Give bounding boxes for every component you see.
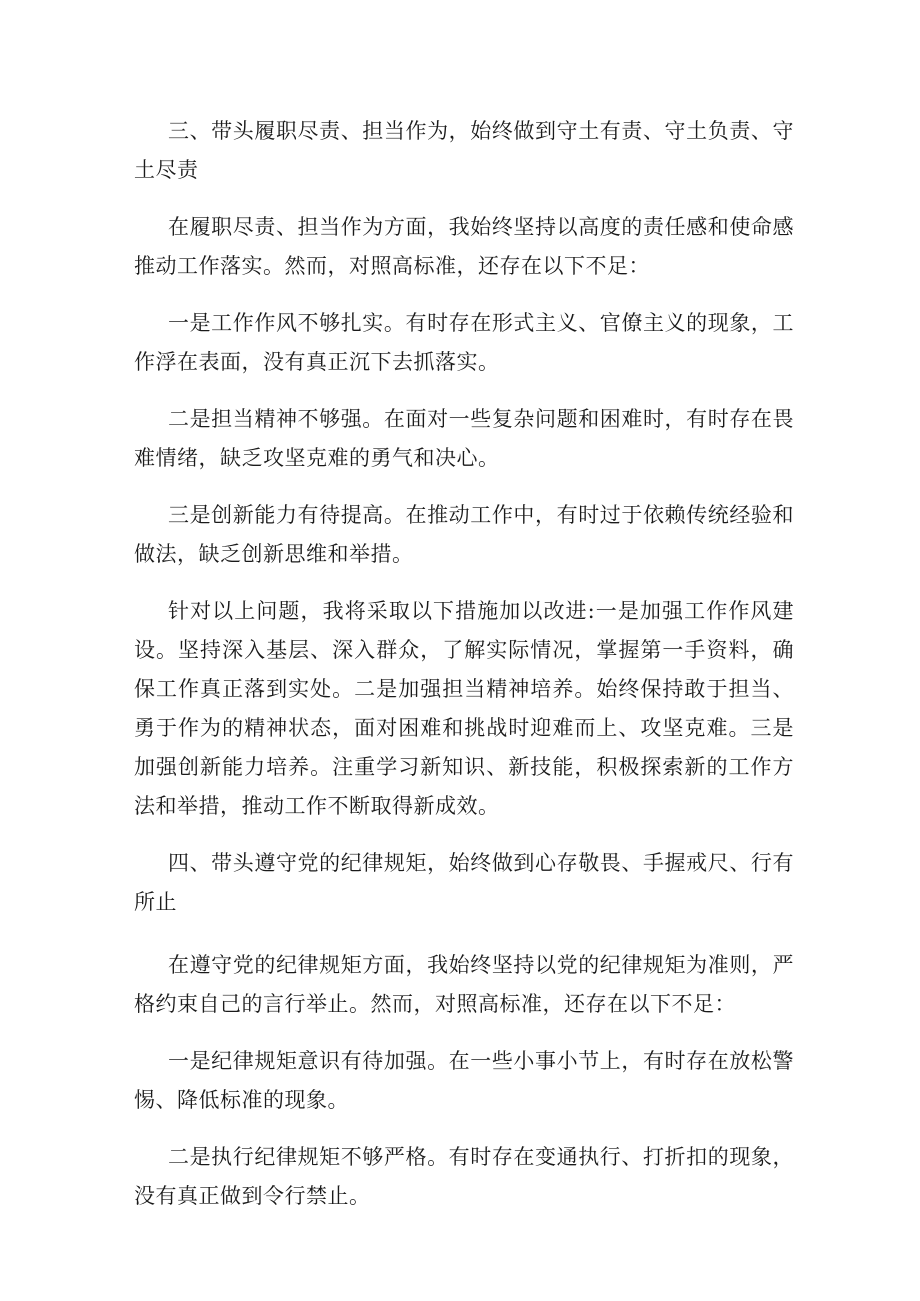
paragraph: 三是创新能力有待提高。在推动工作中，有时过于依赖传统经验和做法，缺乏创新思维和举措。 [134,503,794,566]
paragraph: 在遵守党的纪律规矩方面，我始终坚持以党的纪律规矩为准则，严格约束自己的言行举止。然而，对照高标准，还存在以下不足： [134,953,794,1016]
paragraph: 二是执行纪律规矩不够严格。有时存在变通执行、打折扣的现象，没有真正做到令行禁止。 [134,1145,794,1208]
paragraph: 一是工作作风不够扎实。有时存在形式主义、官僚主义的现象，工作浮在表面，没有真正沉下去抓落实。 [134,311,794,374]
section-heading-3: 三、带头履职尽责、担当作为，始终做到守土有责、守土负责、守土尽责 [134,119,794,182]
section-heading-4: 四、带头遵守党的纪律规矩，始终做到心存敬畏、手握戒尺、行有所止 [134,851,794,914]
paragraph: 一是纪律规矩意识有待加强。在一些小事小节上，有时存在放松警惕、降低标准的现象。 [134,1049,794,1112]
paragraph: 在履职尽责、担当作为方面，我始终坚持以高度的责任感和使命感推动工作落实。然而，对照高标准，还存在以下不足： [134,215,794,278]
paragraph: 二是担当精神不够强。在面对一些复杂问题和困难时，有时存在畏难情绪，缺乏攻坚克难的勇气和决心。 [134,407,794,470]
document-body [134,112,794,1234]
paragraph: 针对以上问题，我将采取以下措施加以改进:一是加强工作作风建设。坚持深入基层、深入群众，了解实际情况，掌握第一手资料，确保工作真正落到实处。二是加强担当精神培养。始终保持敢于担当、勇于作为的精神状态，面对困难和挑战时迎难而上、攻坚克难。三是加强创新能力培养。注重学习新知识、新技能，积极探索新的工作方法和举措，推动工作不断取得新成效。 [134,599,794,818]
